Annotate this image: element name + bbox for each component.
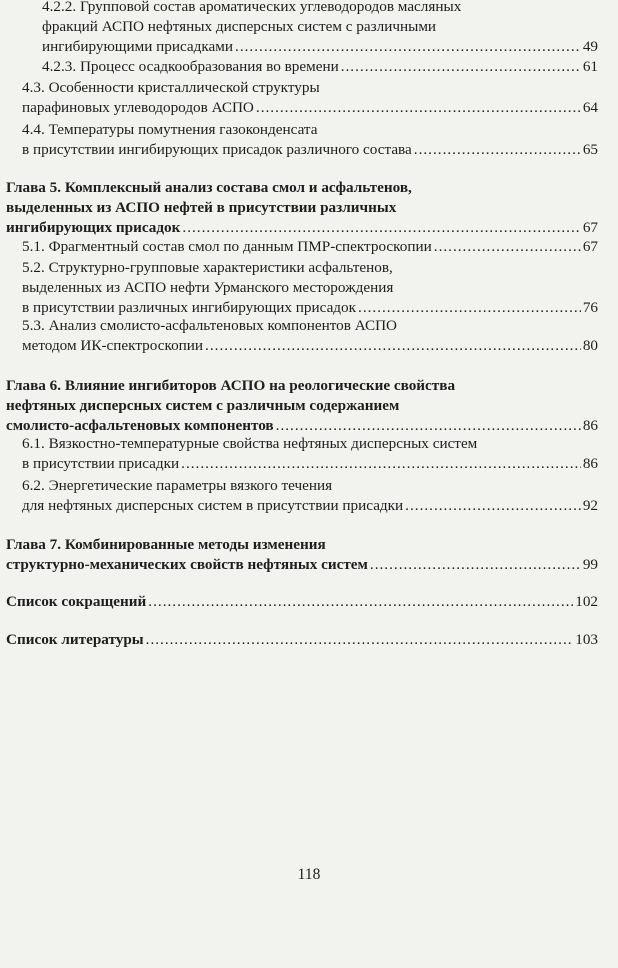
toc-page-number: 102 [575, 593, 598, 610]
leader-dots [341, 57, 581, 77]
toc-abbreviations[interactable] [6, 592, 598, 612]
chapter-title-text: Список литературы [6, 631, 144, 648]
toc-entry-text: выделенных из АСПО нефти Урманского месторождения [22, 279, 394, 296]
leader-dots [205, 336, 581, 356]
toc-entry-4-2-3[interactable] [42, 57, 598, 77]
toc-entry-text: 4.2.2. Групповой состав ароматических углеводородов масляных [42, 0, 462, 15]
toc-page-number: 86 [582, 417, 598, 434]
toc-entry-text: 6.2. Энергетические параметры вязкого течения [22, 477, 333, 494]
toc-entry-text: 5.1. Фрагментный состав смол по данным ПМР-спектроскопии [22, 238, 432, 255]
toc-chapter-6[interactable] [6, 376, 598, 436]
leader-dots [358, 298, 581, 318]
chapter-title-text: Глава 5. Комплексный анализ состава смол и асфальтенов, [6, 179, 412, 196]
leader-dots [182, 218, 580, 238]
chapter-title-text: ингибирующих присадок [6, 219, 181, 236]
chapter-title-text: нефтяных дисперсных систем с различным содержанием [6, 397, 400, 414]
chapter-title-text: Список сокращений [6, 593, 147, 610]
page-number-footer: 118 [297, 866, 321, 883]
toc-chapter-7[interactable] [6, 535, 598, 575]
toc-entry-4-3[interactable] [22, 78, 598, 118]
toc-literature[interactable] [6, 630, 598, 650]
toc-entry-text: методом ИК-спектроскопии [22, 337, 204, 354]
toc-entry-text: в присутствии присадки [22, 455, 180, 472]
toc-page-number: 64 [582, 99, 598, 116]
toc-page-number: 61 [582, 58, 598, 75]
toc-page-number: 65 [582, 141, 598, 158]
chapter-title-text: смолисто-асфальтеновых компонентов [6, 417, 274, 434]
toc-entry-5-2[interactable] [22, 258, 598, 318]
toc-page-number: 103 [575, 631, 598, 648]
toc-page-number: 67 [582, 238, 598, 255]
leader-dots [405, 496, 581, 516]
leader-dots [434, 237, 581, 257]
toc-entry-text: 6.1. Вязкостно-температурные свойства нефтяных дисперсных систем [22, 435, 478, 452]
toc-entry-4-2-2[interactable] [42, 0, 598, 57]
chapter-title-text: структурно-механических свойств нефтяных систем [6, 556, 368, 573]
leader-dots [181, 454, 581, 474]
leader-dots [256, 98, 581, 118]
toc-entry-text: ингибирующими присадками [42, 38, 234, 55]
toc-entry-text: 5.2. Структурно-групповые характеристики асфальтенов, [22, 259, 393, 276]
toc-page-number: 49 [582, 38, 598, 55]
chapter-title-text: выделенных из АСПО нефтей в присутствии различных [6, 199, 397, 216]
leader-dots [235, 37, 581, 57]
toc-page-number: 86 [582, 455, 598, 472]
toc-entry-text: парафиновых углеводородов АСПО [22, 99, 254, 116]
toc-chapter-5[interactable] [6, 178, 598, 238]
leader-dots [276, 416, 581, 436]
toc-entry-6-1[interactable] [22, 434, 598, 474]
toc-entry-text: фракций АСПО нефтяных дисперсных систем с различными [42, 18, 437, 35]
toc-page-number: 99 [582, 556, 598, 573]
toc-entry-4-4[interactable] [22, 120, 598, 160]
toc-entry-text: в присутствии ингибирующих присадок различного состава [22, 141, 412, 158]
toc-entry-5-1[interactable] [22, 237, 598, 257]
toc-entry-6-2[interactable] [22, 476, 598, 516]
toc-entry-text: 4.2.3. Процесс осадкообразования во времени [42, 58, 339, 75]
toc-page-number: 80 [582, 337, 598, 354]
toc-entry-text: 4.3. Особенности кристаллической структуры [22, 79, 320, 96]
toc-page-number: 92 [582, 497, 598, 514]
toc-entry-text: для нефтяных дисперсных систем в присутствии присадки [22, 497, 404, 514]
chapter-title-text: Глава 6. Влияние ингибиторов АСПО на реологические свойства [6, 377, 456, 394]
toc-entry-text: в присутствии различных ингибирующих присадок [22, 299, 357, 316]
leader-dots [146, 630, 574, 650]
chapter-title-text: Глава 7. Комбинированные методы изменения [6, 536, 326, 553]
toc-entry-text: 4.4. Температуры помутнения газоконденсата [22, 121, 318, 138]
leader-dots [148, 592, 573, 612]
toc-page-number: 67 [582, 219, 598, 236]
toc-entry-text: 5.3. Анализ смолисто-асфальтеновых компонентов АСПО [22, 317, 398, 334]
leader-dots [370, 555, 581, 575]
toc-entry-5-3[interactable] [22, 316, 598, 356]
leader-dots [414, 140, 581, 160]
toc-page-number: 76 [582, 299, 598, 316]
